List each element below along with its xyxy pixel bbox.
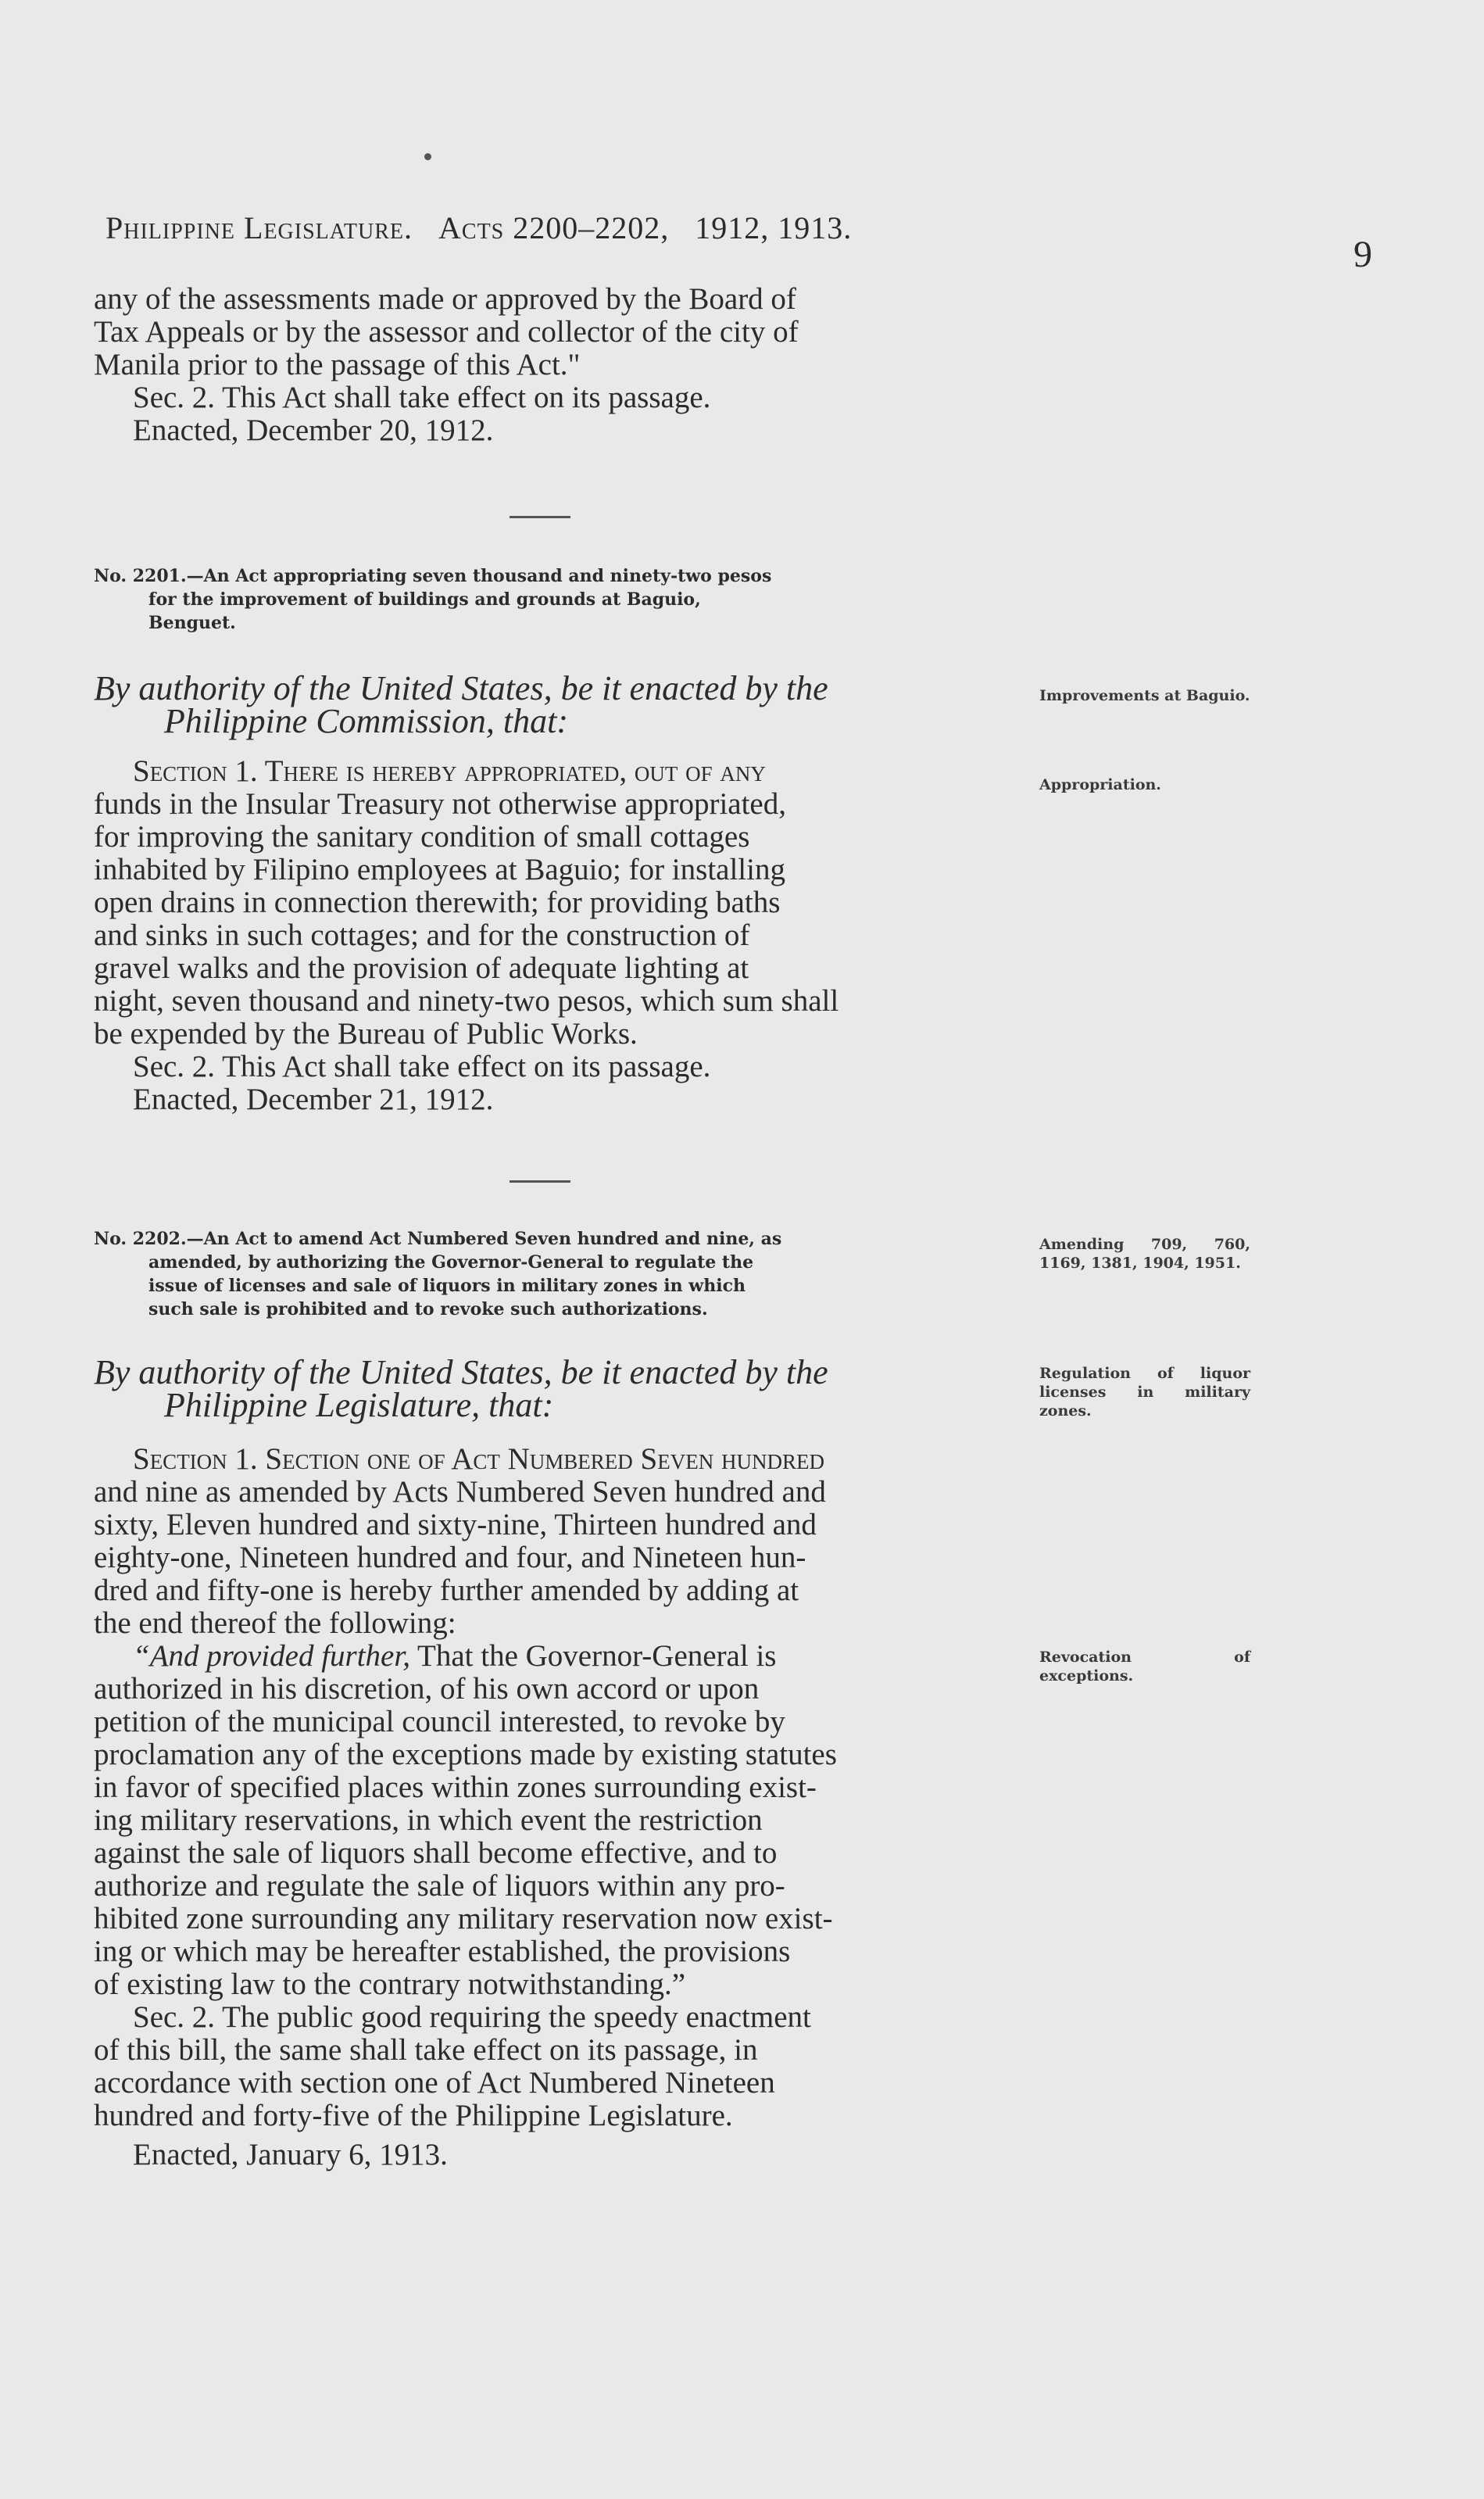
act-2202-enacting-clause: By authority of the United States, be it enacted by the Philippine Legislature, that: xyxy=(94,1353,828,1424)
proviso-first-line: “And provided further, That the Governor-General is xyxy=(133,1639,777,1673)
margin-note-appropriation: Appropriation. xyxy=(1039,776,1161,793)
header-years: 1912, 1913. xyxy=(695,210,853,245)
margin-note-amending: Amending 709, 760, 1169, 1381, 1904, 1951. xyxy=(1039,1236,1250,1272)
act-2201-section-1: Section 1. There is hereby appropriated, out of any funds in the Insular Treasury not otherwise appropriated, for improving the sanitary condition of small cottages inhabited by Filipino employees at Baguio; for installing open drains in connection therewith; for providing baths and sinks in such cottages; and for the construction of gravel walks and the provision of adequate lighting at night, seven thousand and ninety-two pesos, which sum shall be expended by the Bureau of Public Works. Sec. 2. This Act shall take effect on its passage. Enacted, December 21, 1912. xyxy=(94,755,1020,1116)
text-line: Tax Appeals or by the assessor and collector of the city of xyxy=(94,315,799,349)
act-2201-title: No. 2201.—An Act appropriating seven thousand and ninety-two pesos for the improvement of buildings and grounds at Baguio, Benguet. xyxy=(94,566,772,633)
margin-note-improvements: Improvements at Baguio. xyxy=(1039,687,1250,704)
section-2: Sec. 2. This Act shall take effect on its passage. xyxy=(133,1050,711,1083)
speck-mark xyxy=(424,153,431,160)
act-2201-enacting-clause: By authority of the United States, be it enacted by the Philippine Commission, that: xyxy=(94,669,828,740)
section-divider xyxy=(510,1180,570,1183)
enacted-date: Enacted, December 20, 1912. xyxy=(133,414,494,447)
act-2202-title: No. 2202.—An Act to amend Act Numbered Seven hundred and nine, as amended, by authorizing the Governor-General to regulate the issue of licenses and sale of liquors in military zones in which such sale is prohibited and to revoke such authorizations. xyxy=(94,1229,782,1319)
running-header xyxy=(105,209,1020,246)
section-divider xyxy=(510,516,570,518)
act-2200-ending xyxy=(94,283,1020,447)
act-2202-section-1: Section 1. Section one of Act Numbered Seven hundred and nine as amended by Acts Numbered Seven hundred and sixty, Eleven hundred and sixty-nine, Thirteen hundred and eighty-one, Nineteen hundred and four, and Nineteen hun- dred and fifty-one is hereby further amended by adding at the end thereof the following: “And provided further, That the Governor-General is authorized in his discretion, of his own accord or upon petition of the municipal council interested, to revoke by proclamation any of the exceptions made by existing statutes in favor of specified places within zones surrounding exist- ing military reservations, in which event the restriction against the sale of liquors shall become effective, and to authorize and regulate the sale of liquors within any pro- hibited zone surrounding any military reservation now exist- ing or which may be hereafter established, the provisions of existing law to the contrary notwithstanding.” Sec. 2. The public good requiring the speedy enactment of this bill, the same shall take effect on its passage, in accordance with section one of Act Numbered Nineteen hundred and forty-five of the Philippine Legislature. Enacted, January 6, 1913. xyxy=(94,1443,1020,2171)
header-title: Philippine Legislature. xyxy=(105,210,413,245)
enacted-date: Enacted, December 21, 1912. xyxy=(133,1083,494,1116)
section-2: Sec. 2. This Act shall take effect on its passage. xyxy=(133,381,711,414)
text-line: Manila prior to the passage of this Act." xyxy=(94,348,581,381)
margin-note-revocation: Revocation of exceptions. xyxy=(1039,1649,1250,1684)
page-number: 9 xyxy=(1353,234,1372,275)
text-line: any of the assessments made or approved by the Board of xyxy=(94,282,796,316)
header-acts: Acts 2200–2202, xyxy=(438,210,670,245)
enacted-date: Enacted, January 6, 1913. xyxy=(133,2138,448,2171)
margin-note-regulation: Regulation of liquor licenses in military zones. xyxy=(1039,1365,1250,1420)
section-2: Sec. 2. The public good requiring the speedy enactment xyxy=(133,2000,811,2034)
